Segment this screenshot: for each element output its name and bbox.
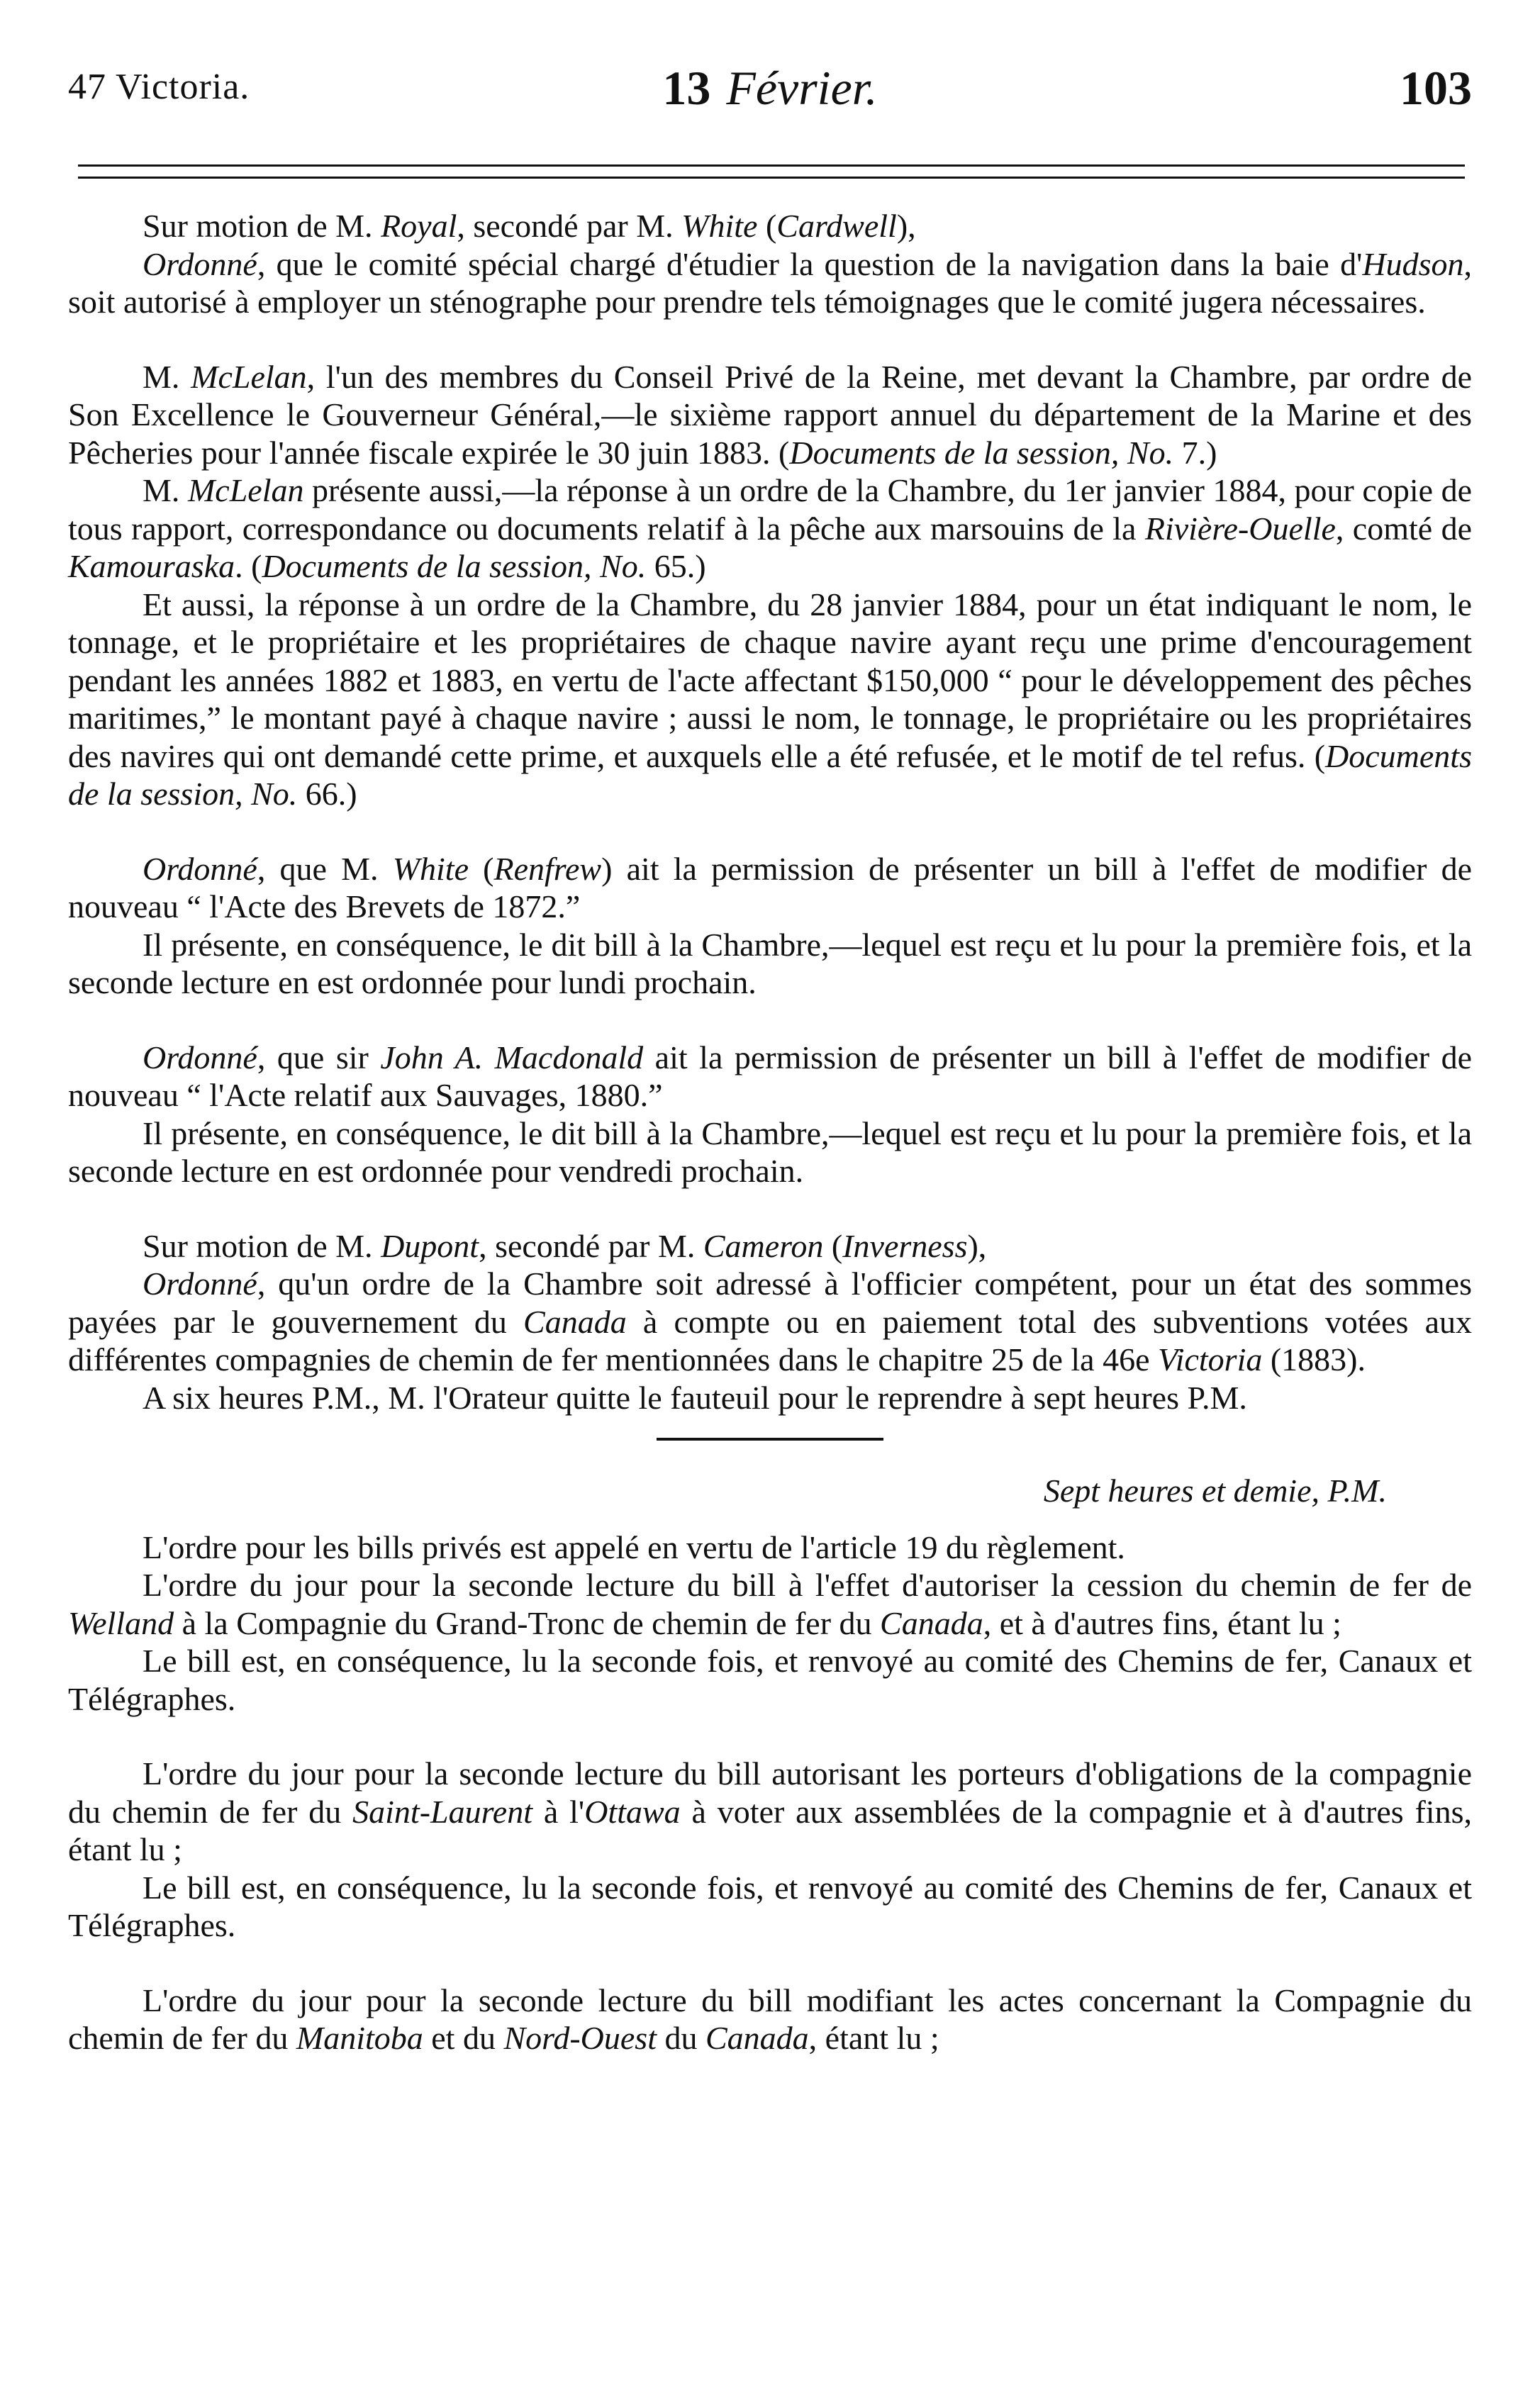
text-run: à voter aux assemblées de la compagnie et à d'autres fins, étant lu ;: [68, 1793, 1472, 1867]
paragraph: [68, 586, 1472, 813]
emphasis-text: Ordonné: [143, 1039, 257, 1075]
emphasis-text: Hudson: [1362, 245, 1464, 282]
text-run: M.: [143, 472, 188, 508]
text-run: , comté de: [1335, 510, 1473, 547]
emphasis-text: Sept heures et demie, P.M.: [1043, 1473, 1387, 1509]
emphasis-text: Ottawa: [584, 1793, 681, 1830]
text-run: , que sir: [257, 1039, 381, 1075]
emphasis-text: Cameron: [703, 1227, 824, 1264]
emphasis-text: Saint-Laurent: [352, 1793, 532, 1830]
text-run: M.: [143, 358, 191, 395]
emphasis-text: Dupont: [381, 1227, 479, 1264]
text-run: du: [656, 2020, 705, 2056]
paragraph: [68, 850, 1472, 926]
emphasis-text: Kamouraska: [68, 548, 235, 584]
emphasis-text: Canada: [880, 1604, 983, 1641]
text-run: 7.): [1173, 434, 1217, 471]
emphasis-text: Cardwell: [776, 208, 897, 244]
text-run: (: [468, 850, 494, 887]
emphasis-text: Rivière-Ouelle: [1144, 510, 1336, 547]
text-run: L'ordre du jour pour la seconde lecture du bill à l'effet d'autoriser la cession du chemin de fer de: [143, 1567, 1472, 1603]
text-run: 65.): [646, 548, 706, 584]
date-day: 13: [662, 61, 711, 115]
emphasis-text: Canada: [705, 2020, 809, 2056]
text-run: Il présente, en conséquence, le dit bill à la Chambre,—lequel est reçu et lu pour la première fois, et la seconde lecture en est ordonnée pour vendredi prochain.: [68, 1114, 1472, 1189]
section-divider: [657, 1438, 883, 1441]
emphasis-text: Nord-Ouest: [503, 2020, 657, 2056]
emphasis-text: White: [392, 850, 469, 887]
paragraph: [68, 926, 1472, 1002]
text-run: Et aussi, la réponse à un ordre de la Chambre, du 28 janvier 1884, pour un état indiquant le nom, le tonnage, et le propriétaire et les propriétaires de chaque navire ayant reçu une prime d'encouragement pendant les années 1882 et 1883, en vertu de l'acte affectant $150,000 “ pour le développement des pêches maritimes,” le montant payé à chaque navire ; aussi le nom, le tonnage, le propriétaire ou les propriétaires des navires qui ont demandé cette prime, et auxquels elle a été refusée, et le motif de tel refus. (: [68, 586, 1472, 774]
paragraph: [68, 471, 1472, 586]
running-head-date: [68, 60, 1472, 116]
text-run: Le bill est, en conséquence, lu la seconde fois, et renvoyé au comité des Chemins de fer, Canaux et Télégraphes.: [68, 1869, 1472, 1943]
emphasis-text: White: [681, 208, 758, 244]
text-run: Sur motion de M.: [143, 1227, 381, 1264]
emphasis-text: John A. Macdonald: [380, 1039, 644, 1075]
text-run: , étant lu ;: [808, 2020, 939, 2056]
paragraph: [68, 1379, 1472, 1417]
paragraph: [68, 245, 1472, 321]
text-run: A six heures P.M., M. l'Orateur quitte le fauteuil pour le reprendre à sept heures P.M.: [143, 1379, 1247, 1416]
paragraph: [68, 1566, 1472, 1642]
text-run: (: [823, 1227, 843, 1264]
paragraph: [68, 1982, 1472, 2057]
emphasis-text: Royal: [381, 208, 457, 244]
text-run: Il présente, en conséquence, le dit bill à la Chambre,—lequel est reçu et lu pour la première fois, et la seconde lecture en est ordonnée pour lundi prochain.: [68, 926, 1472, 1000]
paragraph: [68, 1869, 1472, 1945]
text-run: (: [757, 208, 777, 244]
emphasis-text: Renfrew: [493, 850, 602, 887]
emphasis-text: Victoria: [1158, 1341, 1263, 1378]
text-run: ),: [896, 208, 916, 244]
text-run: L'ordre du jour pour la seconde lecture du bill autorisant les porteurs d'obligations de la compagnie du chemin de fer du: [68, 1755, 1472, 1830]
text-run: , et à d'autres fins, étant lu ;: [983, 1604, 1341, 1641]
text-run: , qu'un ordre de la Chambre soit adressé à l'officier compétent, pour un état des sommes payées par le gouvernement du: [68, 1265, 1472, 1340]
text-run: à la Compagnie du Grand-Tronc de chemin de fer du: [174, 1604, 881, 1641]
paragraph: [68, 1529, 1472, 1567]
text-run: ) ait la permission de présenter un bill à l'effet de modifier de nouveau “ l'Acte des Brevets de 1872.”: [68, 850, 1472, 924]
text-run: et du: [423, 2020, 504, 2056]
journal-body: [68, 207, 1472, 2057]
paragraph: [68, 207, 1472, 245]
text-run: L'ordre du jour pour la seconde lecture du bill modifiant les actes concernant la Compagnie du chemin de fer du: [68, 1982, 1472, 2056]
text-run: , que le comité spécial chargé d'étudier la question de la navigation dans la baie d': [257, 245, 1363, 282]
paragraph: [68, 1039, 1472, 1114]
emphasis-text: McLelan: [187, 472, 304, 508]
text-run: présente aussi,—la réponse à un ordre de la Chambre, du 1er janvier 1884, pour copie de tous rapport, correspondance ou documents relatif à la pêche aux marsouins de la: [68, 472, 1472, 547]
paragraph: [68, 1755, 1472, 1869]
page-number: 103: [1400, 61, 1472, 115]
text-run: à l': [532, 1793, 585, 1830]
text-run: L'ordre pour les bills privés est appelé en vertu de l'article 19 du règlement.: [143, 1529, 1125, 1565]
text-run: , secondé par M.: [457, 208, 682, 244]
emphasis-text: Documents de la session, No.: [262, 548, 647, 584]
emphasis-text: Ordonné: [143, 245, 257, 282]
emphasis-text: Manitoba: [296, 2020, 423, 2056]
time-heading: [68, 1472, 1472, 1510]
page-header: [68, 60, 1472, 124]
header-double-rule: [78, 164, 1465, 179]
text-run: (1883).: [1262, 1341, 1366, 1378]
text-run: Sur motion de M.: [143, 208, 381, 244]
text-run: . (: [235, 548, 262, 584]
text-run: , que M.: [257, 850, 393, 887]
paragraph: [68, 1227, 1472, 1265]
paragraph: [68, 1265, 1472, 1379]
text-run: à compte ou en paiement total des subventions votées aux différentes compagnies de chemin de fer mentionnées dans le chapitre 25 de la 46e: [68, 1303, 1472, 1378]
text-run: 66.): [297, 776, 357, 812]
emphasis-text: McLelan: [191, 358, 307, 395]
emphasis-text: Welland: [68, 1604, 174, 1641]
text-run: , l'un des membres du Conseil Privé de la Reine, met devant la Chambre, par ordre de Son Excellence le Gouverneur Général,—le sixième rapport annuel du département de la Marine et des Pêcheries pour l'année fiscale expirée le 30 juin 1883. (: [68, 358, 1472, 471]
emphasis-text: Canada: [523, 1303, 627, 1340]
text-run: , secondé par M.: [479, 1227, 703, 1264]
text-run: , soit autorisé à employer un sténographe pour prendre tels témoignages que le comité jugera nécessaires.: [68, 245, 1472, 320]
date-month: Février.: [726, 61, 878, 115]
paragraph: [68, 1114, 1472, 1190]
paragraph: [68, 1642, 1472, 1718]
text-run: ait la permission de présenter un bill à l'effet de modifier de nouveau “ l'Acte relatif aux Sauvages, 1880.”: [68, 1039, 1473, 1113]
emphasis-text: Documents de la session, No.: [68, 737, 1472, 812]
running-head-session: 47 Victoria.: [68, 67, 250, 107]
emphasis-text: Ordonné: [143, 850, 257, 887]
text-run: Le bill est, en conséquence, lu la seconde fois, et renvoyé au comité des Chemins de fer, Canaux et Télégraphes.: [68, 1643, 1472, 1717]
paragraph: [68, 358, 1472, 472]
emphasis-text: Ordonné: [143, 1265, 257, 1302]
text-run: ),: [967, 1227, 987, 1264]
emphasis-text: Inverness: [842, 1227, 968, 1264]
emphasis-text: Documents de la session, No.: [789, 434, 1174, 471]
